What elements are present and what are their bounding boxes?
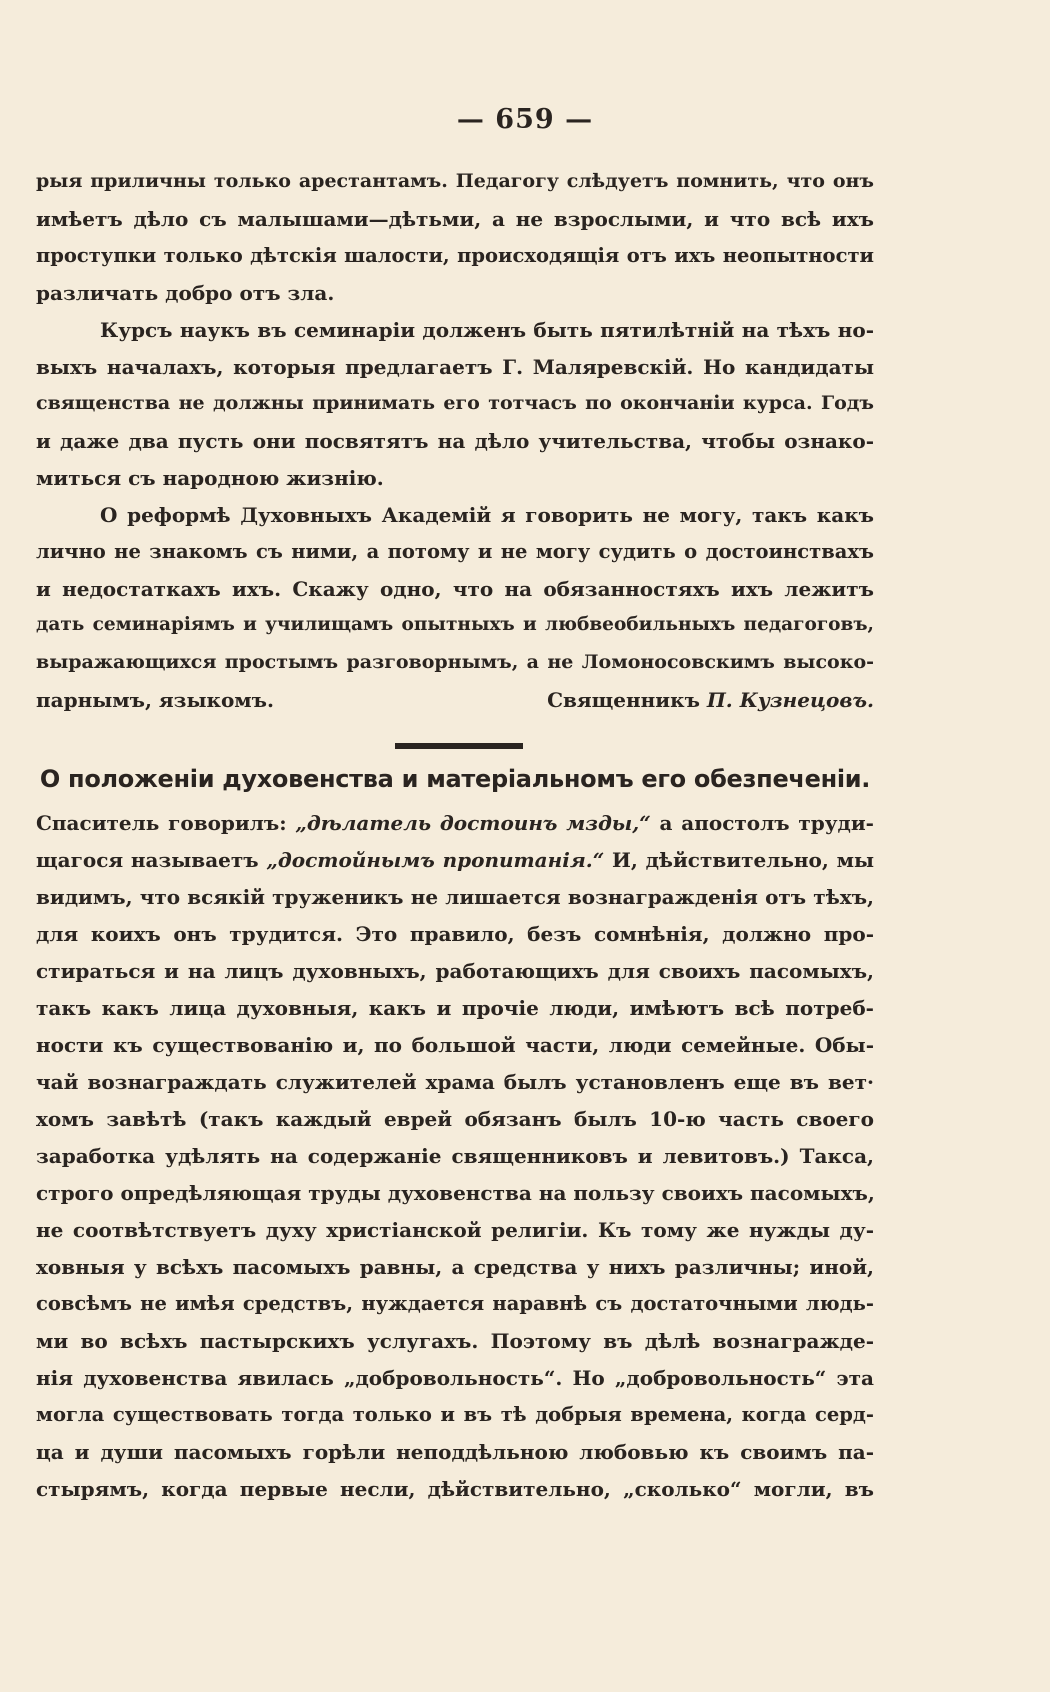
quote-italic: „дѣлатель достоинъ мзды,“ [295, 811, 651, 835]
text-line: видимъ, что всякій труженикъ не лишается вознагражденія отъ тѣхъ, [36, 885, 874, 909]
text-line: и даже два пусть они посвятятъ на дѣло учительства, чтобы ознако- [36, 429, 874, 453]
text-line: имѣетъ дѣло съ малышами—дѣтьми, а не взрослыми, и что всѣ ихъ [36, 207, 874, 231]
text-line: выхъ началахъ, которыя предлагаетъ Г. Маляревскій. Но кандидаты [36, 355, 874, 379]
article-title: О положеніи духовенства и матеріальномъ его обезпеченіи. [39, 765, 871, 793]
text-line: ховныя у всѣхъ пасомыхъ равны, а средства у нихъ различны; иной, [36, 1255, 874, 1279]
text-line: О реформѣ Духовныхъ Академій я говорить не могу, такъ какъ [100, 503, 874, 527]
text-line: различать добро отъ зла. [36, 281, 335, 305]
text-line: чай вознаграждать служителей храма былъ установленъ еще въ вет· [36, 1070, 874, 1094]
text-line: Курсъ наукъ въ семинаріи долженъ быть пятилѣтній на тѣхъ но- [100, 318, 874, 342]
text-line: такъ какъ лица духовныя, какъ и прочіе люди, имѣютъ всѣ потреб- [36, 996, 874, 1020]
author-signature: Священникъ П. Кузнецовъ. [547, 688, 874, 712]
text-line: хомъ завѣтѣ (такъ каждый еврей обязанъ былъ 10-ю часть своего [36, 1107, 874, 1131]
text-line: стырямъ, когда первые несли, дѣйствительно, „сколько“ могли, въ [36, 1477, 874, 1501]
text-line: ности къ существованію и, по большой части, люди семейные. Обы- [36, 1033, 874, 1057]
text-line: дать семинаріямъ и училищамъ опытныхъ и любвеобильныхъ педагоговъ, [36, 614, 874, 635]
text-line: ца и души пасомыхъ горѣли неподдѣльною любовью къ своимъ па- [36, 1440, 874, 1464]
section-divider [395, 743, 523, 749]
text-line: нія духовенства явилась „добровольность“. Но „добровольность“ эта [36, 1366, 874, 1390]
author-name: П. Кузнецовъ. [706, 688, 874, 712]
text-line: выражающихся простымъ разговорнымъ, а не Ломоносовскимъ высоко- [36, 651, 874, 673]
text-line: щагося называетъ „достойнымъ пропитанія.“ И, дѣйствительно, мы [36, 848, 874, 872]
text-line: заработка удѣлять на содержаніе священниковъ и левитовъ.) Такса, [36, 1144, 874, 1168]
text-line: лично не знакомъ съ ними, а потому и не могу судить о достоинствахъ [36, 540, 874, 563]
text-line: проступки только дѣтскія шалости, происходящія отъ ихъ неопытности [36, 244, 874, 267]
text-line: совсѣмъ не имѣя средствъ, нуждается наравнѣ съ достаточными людь- [36, 1292, 874, 1315]
page-number: — 659 — [456, 104, 594, 135]
quote-italic: „достойнымъ пропитанія.“ [266, 848, 605, 872]
text-line: ми во всѣхъ пастырскихъ услугахъ. Поэтому въ дѣлѣ вознагражде- [36, 1329, 874, 1353]
text-line: и недостаткахъ ихъ. Скажу одно, что на обязанностяхъ ихъ лежитъ [36, 577, 874, 601]
text-line: строго опредѣляющая труды духовенства на пользу своихъ пасомыхъ, [36, 1181, 875, 1205]
text-line: могла существовать тогда только и въ тѣ добрыя времена, когда серд- [36, 1403, 874, 1426]
paragraph-end-text: парнымъ, языкомъ. [36, 688, 274, 712]
text-line: священства не должны принимать его тотчасъ по окончаніи курса. Годъ [36, 392, 874, 414]
text-line: миться съ народною жизнію. [36, 466, 384, 490]
text-line: рыя приличны только арестантамъ. Педагогу слѣдуетъ помнить, что онъ [36, 170, 874, 192]
text-line: для коихъ онъ трудится. Это правило, безъ сомнѣнія, должно про- [36, 922, 874, 946]
text-line: Спаситель говорилъ: „дѣлатель достоинъ мзды,“ а апостолъ труди- [36, 811, 874, 835]
text-line: не соотвѣтствуетъ духу христіанской религіи. Къ тому же нужды ду- [36, 1218, 874, 1242]
text-line: стираться и на лицъ духовныхъ, работающихъ для своихъ пасомыхъ, [36, 959, 874, 983]
